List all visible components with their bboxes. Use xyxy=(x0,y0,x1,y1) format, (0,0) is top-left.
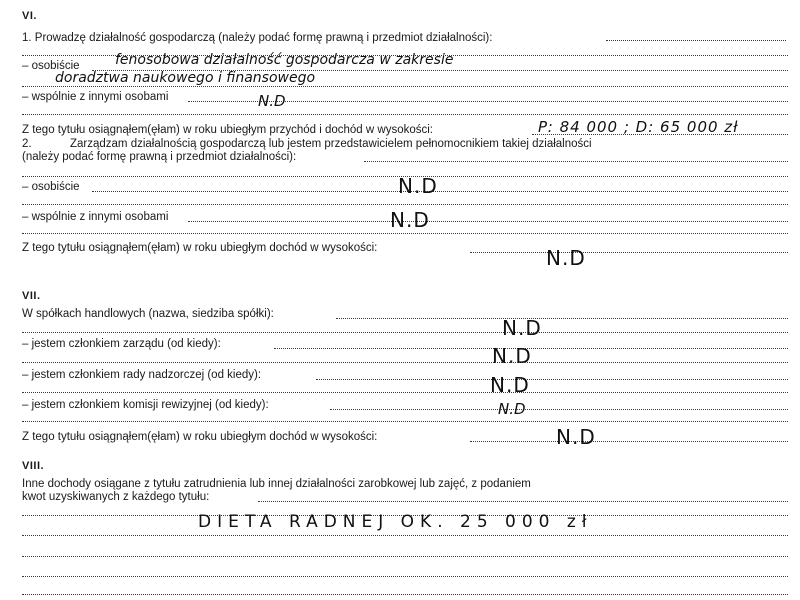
q2-wspolnie-label: – wspólnie z innymi osobami xyxy=(22,211,169,223)
handwritten-wspolnie-nd: N.D xyxy=(258,92,286,110)
fill-line xyxy=(22,114,788,115)
q2-income-label: Z tego tytułu osiągnąłem(ęłam) w roku ubiegłym dochód w wysokości: xyxy=(22,242,378,254)
zarzad-label: – jestem członkiem zarządu (od kiedy): xyxy=(22,338,221,350)
vii-income-label: Z tego tytułu osiągnąłem(ęłam) w roku ubiegłym dochód w wysokości: xyxy=(22,431,378,443)
section-vi-heading: VI. xyxy=(22,10,37,22)
section-vii-heading: VII. xyxy=(22,290,41,302)
companies-label: W spółkach handlowych (nazwa, siedziba spółki): xyxy=(22,308,274,320)
fill-line xyxy=(22,392,788,393)
handwritten-zarzad-nd: N.D xyxy=(492,344,532,368)
question-2-text: Zarządzam działalnością gospodarczą lub jestem przedstawicielem pełnomocnikiem takiej działalności xyxy=(70,138,592,150)
fill-line xyxy=(330,409,788,410)
fill-line xyxy=(188,221,788,222)
fill-line xyxy=(22,576,788,577)
handwritten-q2-income-nd: N.D xyxy=(546,246,586,270)
handwritten-q2-wspolnie-nd: N.D xyxy=(390,208,430,232)
handwritten-activity-line1: fenosobowa działalność gospodarcza w zakresie xyxy=(115,52,454,68)
osobiscie-label: – osobiście xyxy=(22,60,80,72)
handwritten-activity-line2: doradztwa naukowego i finansowego xyxy=(55,70,316,86)
income-label-1: Z tego tytułu osiągnąłem(ęłam) w roku ubiegłym przychód i dochód w wysokości: xyxy=(22,124,433,136)
section-viii-heading: VIII. xyxy=(22,460,45,472)
fill-line xyxy=(22,86,788,87)
fill-line xyxy=(336,318,788,319)
fill-line xyxy=(22,204,788,205)
fill-line xyxy=(606,40,786,41)
fill-line xyxy=(22,556,788,557)
handwritten-other-income: DIETA RADNEJ OK. 25 000 zł xyxy=(198,512,593,532)
fill-line xyxy=(470,441,788,442)
rada-label: – jestem członkiem rady nadzorczej (od kiedy): xyxy=(22,369,262,381)
fill-line xyxy=(22,332,788,333)
fill-line xyxy=(22,233,788,234)
fill-line xyxy=(22,594,788,595)
question-1-label: 1. Prowadzę działalność gospodarczą (należy podać formę prawną i przedmiot działalności): xyxy=(22,32,493,44)
handwritten-companies-nd: N.D xyxy=(502,316,542,340)
fill-line xyxy=(316,379,788,380)
komisja-label: – jestem członkiem komisji rewizyjnej (od kiedy): xyxy=(22,399,269,411)
question-2-text-2: (należy podać formę prawną i przedmiot działalności): xyxy=(22,151,297,163)
wspolnie-label: – wspólnie z innymi osobami xyxy=(22,91,169,103)
handwritten-income: P: 84 000 ; D: 65 000 zł xyxy=(538,118,739,136)
fill-line xyxy=(22,421,788,422)
fill-line xyxy=(470,252,788,253)
question-2-number: 2. xyxy=(22,138,32,150)
fill-line xyxy=(258,501,788,502)
handwritten-rada-nd: N.D xyxy=(490,373,530,397)
handwritten-komisja-nd: N.D xyxy=(498,400,526,418)
handwritten-q2-osobiscie-nd: N.D xyxy=(398,174,438,198)
other-income-text-2: kwot uzyskiwanych z każdego tytułu: xyxy=(22,491,210,503)
handwritten-vii-income-nd: N.D xyxy=(556,425,596,449)
fill-line xyxy=(364,161,788,162)
fill-line xyxy=(92,191,788,192)
other-income-text-1: Inne dochody osiągane z tytułu zatrudnienia lub innej działalności zarobkowej lub zajęć, z podaniem xyxy=(22,478,531,490)
q2-osobiscie-label: – osobiście xyxy=(22,181,80,193)
fill-line xyxy=(22,362,788,363)
fill-line xyxy=(22,535,788,536)
